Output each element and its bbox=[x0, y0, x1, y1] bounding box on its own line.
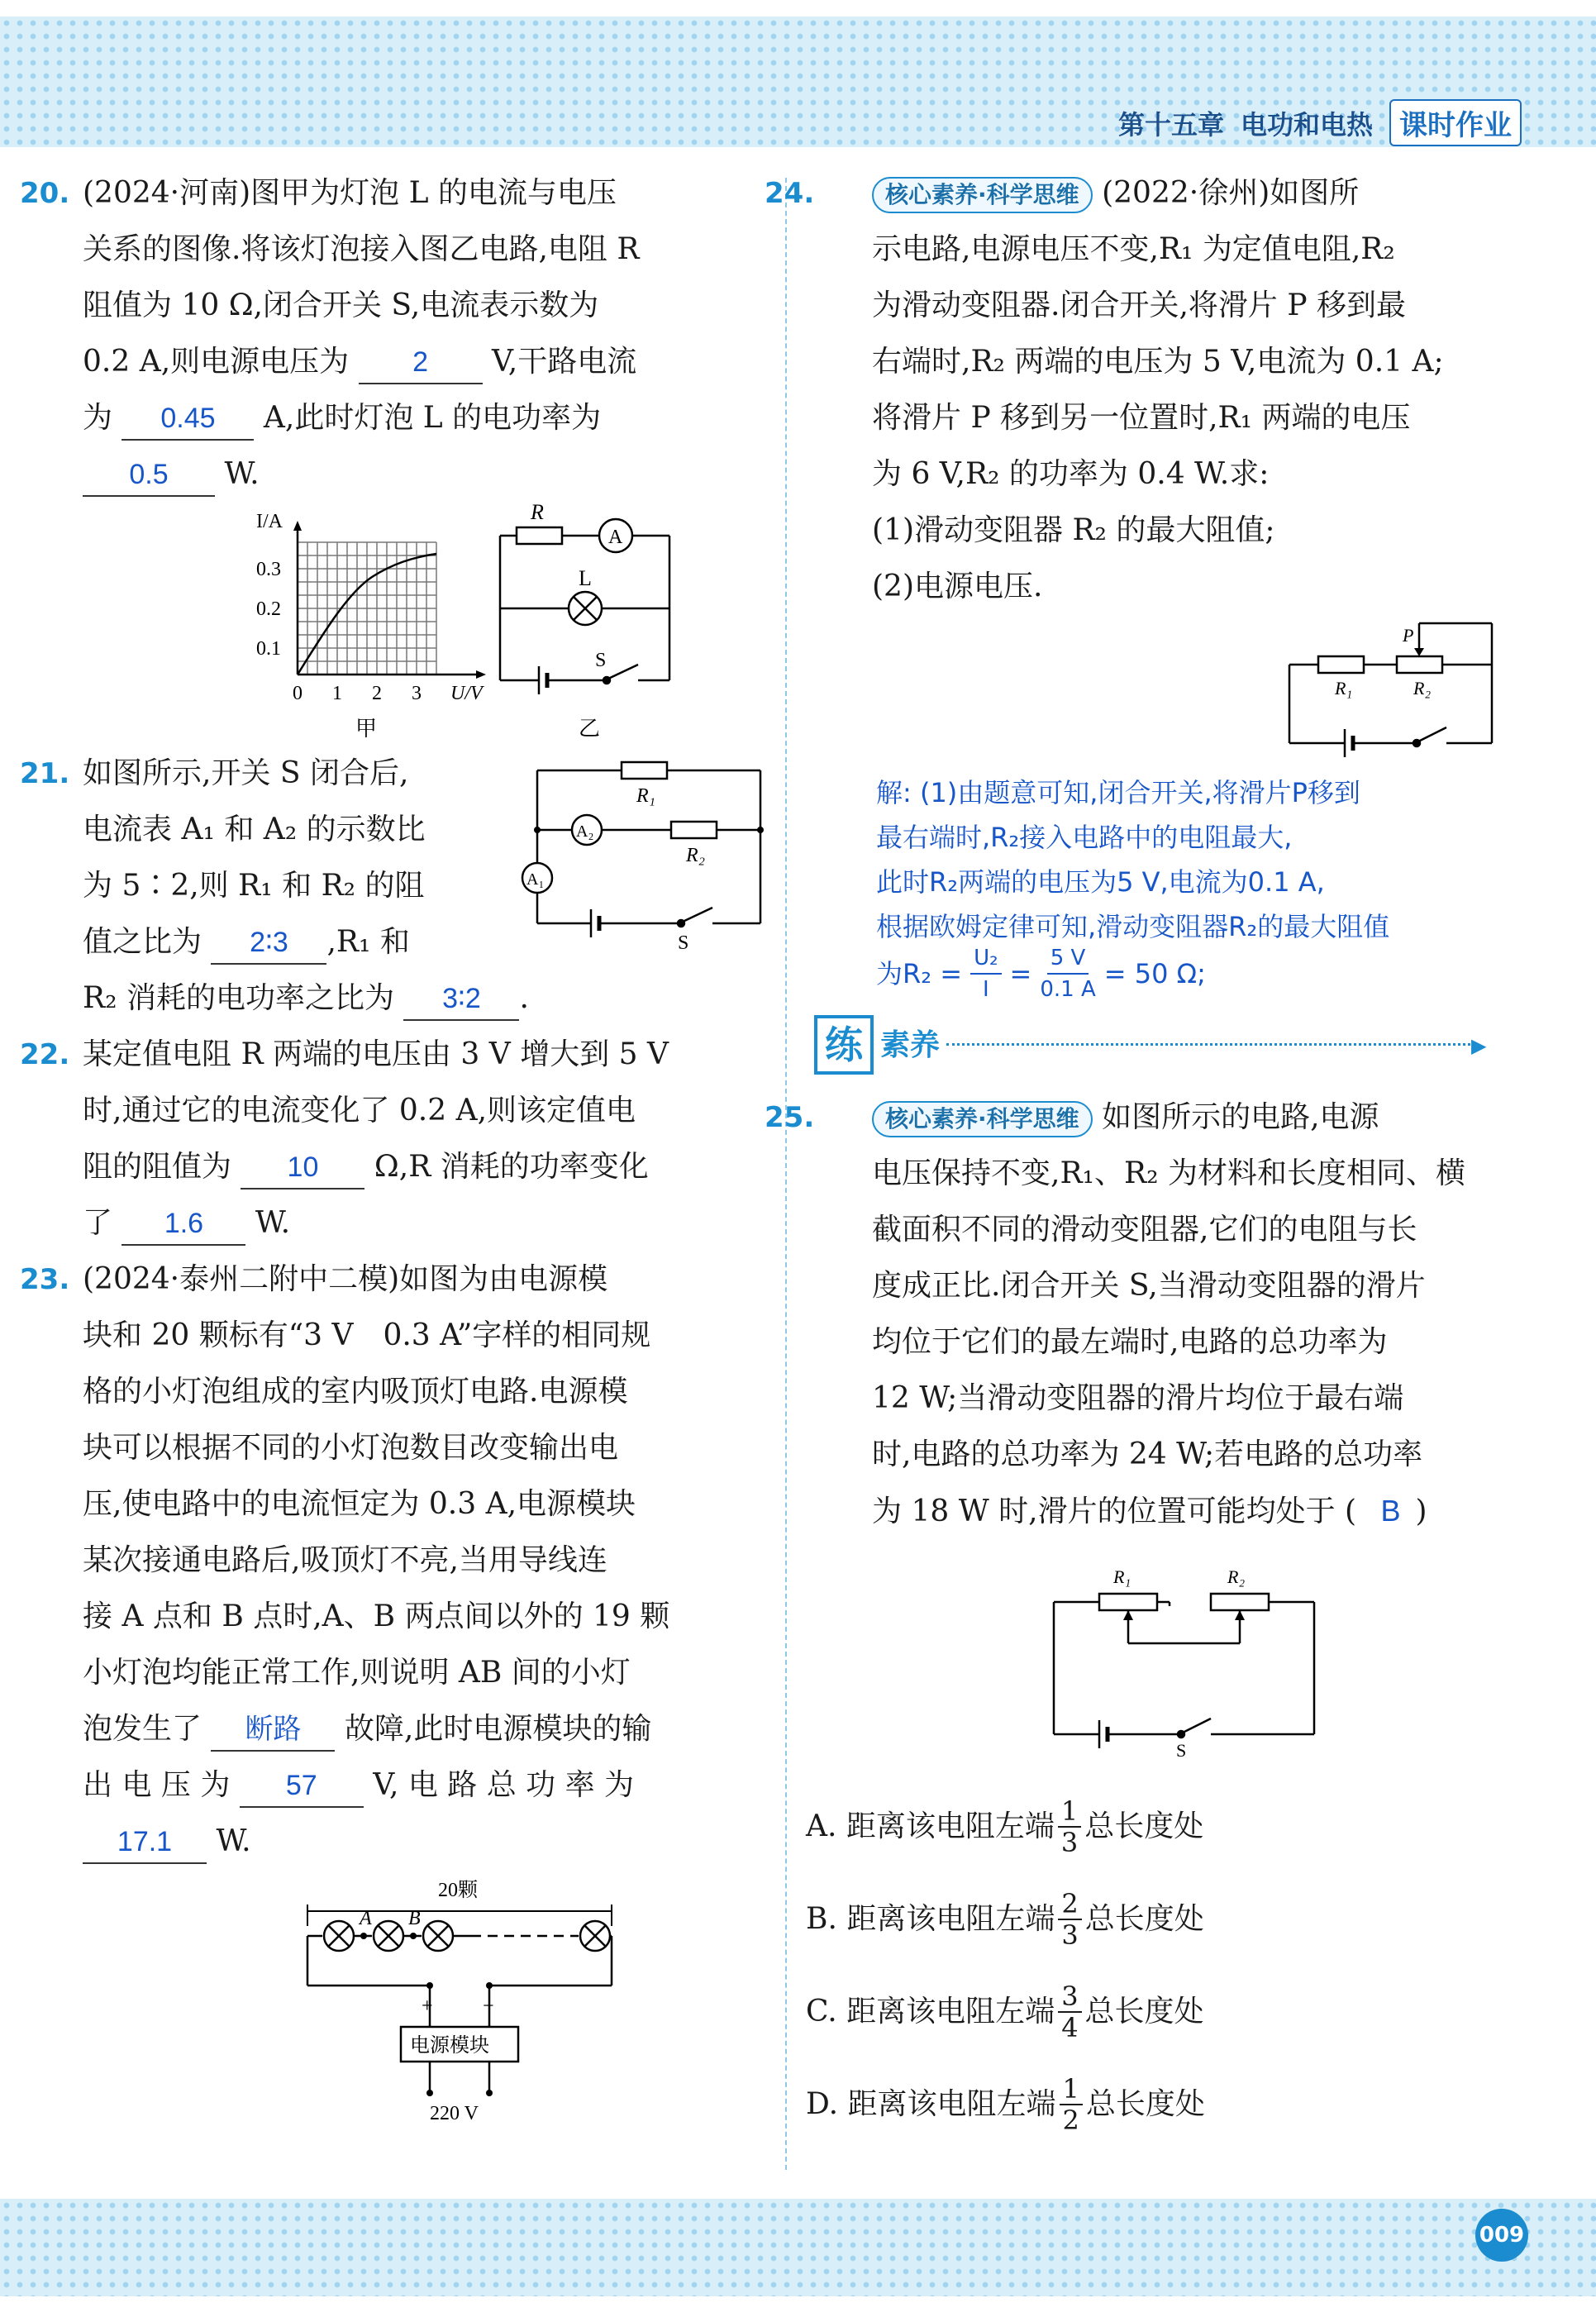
question-text: . bbox=[519, 981, 529, 1015]
question-text: 泡发生了 bbox=[83, 1712, 202, 1746]
chapter-label: 第十五章 bbox=[1117, 108, 1224, 141]
header-title bbox=[1118, 99, 1522, 146]
answer-blank: 0.45 bbox=[121, 398, 254, 441]
question-text: 了 bbox=[83, 1206, 113, 1240]
question-text: 将滑片 P 移到另一位置时,R₁ 两端的电压 bbox=[872, 401, 1411, 435]
option-text: 距离该电阻左端 bbox=[847, 2087, 1056, 2121]
r1-label: R₁ bbox=[636, 785, 656, 807]
switch-label: S bbox=[678, 932, 689, 954]
question-number: 20. bbox=[20, 177, 70, 210]
question-text: 均位于它们的最左端时,电路的总功率为 bbox=[872, 1325, 1388, 1359]
q23-figure bbox=[83, 1870, 769, 2126]
solution-text: 为R₂ = bbox=[876, 958, 963, 989]
question-text: 图甲为灯泡 L 的电流与电压 bbox=[250, 176, 617, 210]
solution-text: 此时R₂两端的电压为5 V,电流为0.1 A, bbox=[876, 866, 1325, 898]
answer-blank: 1.6 bbox=[121, 1203, 245, 1246]
question-text: ,R₁ 和 bbox=[326, 925, 410, 959]
question-text: 出 电 压 为 bbox=[83, 1768, 231, 1802]
question-text: V,干路电流 bbox=[492, 345, 637, 379]
figure-caption: 甲 bbox=[355, 717, 378, 741]
question-text: 为 18 W 时,滑片的位置可能均处于 ( bbox=[872, 1495, 1357, 1528]
answer-blank: 断路 bbox=[211, 1709, 335, 1752]
question-text: R₂ 消耗的电功率之比为 bbox=[83, 981, 394, 1015]
left-column bbox=[20, 165, 769, 2126]
fraction-denominator: 3 bbox=[1061, 1919, 1079, 1951]
option-text: 距离该电阻左端 bbox=[846, 1809, 1055, 1843]
x-tick: 1 bbox=[332, 683, 342, 704]
slider-label: P bbox=[1403, 625, 1414, 646]
fraction-denominator: 0.1 A bbox=[1040, 977, 1096, 1002]
a1-label: A₁ bbox=[526, 870, 545, 889]
core-literacy-tag: 核心素养·科学思维 bbox=[872, 177, 1093, 213]
question-source: (2024·河南) bbox=[83, 176, 251, 210]
question-number: 25. bbox=[765, 1101, 815, 1134]
question-text: 压,使电路中的电流恒定为 0.3 A,电源模块 bbox=[83, 1487, 636, 1521]
plus-terminal: + bbox=[422, 1995, 433, 2017]
question-text: 块可以根据不同的小灯泡数目改变输出电 bbox=[83, 1431, 619, 1465]
question-25 bbox=[765, 1089, 1508, 2136]
question-part: (1)滑动变阻器 R₂ 的最大阻值; bbox=[872, 513, 1275, 547]
answer-blank: 2∶3 bbox=[211, 922, 326, 965]
r2-label: R₂ bbox=[1227, 1566, 1246, 1587]
question-text: ) bbox=[1415, 1495, 1427, 1528]
question-text: 为 6 V,R₂ 的功率为 0.4 W.求: bbox=[872, 457, 1270, 491]
page-number: 009 bbox=[1475, 2209, 1528, 2262]
x-tick: 2 bbox=[372, 683, 382, 704]
fraction-denominator: 3 bbox=[1060, 1827, 1079, 1858]
question-text: W. bbox=[255, 1206, 291, 1240]
option-a[interactable] bbox=[806, 1796, 1508, 1857]
y-tick: 0.3 bbox=[256, 559, 281, 580]
question-text: 块和 20 颗标有“3 V 0.3 A”字样的相同规 bbox=[83, 1318, 651, 1352]
x-axis-label: U/V bbox=[450, 683, 483, 704]
header-badge: 课时作业 bbox=[1389, 99, 1522, 146]
fraction-numerator: 1 bbox=[1058, 1796, 1081, 1828]
fraction-denominator: 2 bbox=[1062, 2105, 1079, 2136]
q24-figure bbox=[806, 615, 1508, 756]
option-b[interactable] bbox=[806, 1889, 1508, 1950]
question-text: 为 5∶2,则 R₁ 和 R₂ 的阻 bbox=[83, 869, 425, 903]
circuit-b bbox=[500, 519, 669, 694]
x-tick: 0 bbox=[293, 683, 303, 704]
question-part: (2)电源电压. bbox=[872, 570, 1043, 603]
question-text: 电流表 A₁ 和 A₂ 的示数比 bbox=[83, 813, 426, 846]
answer-blank: 10 bbox=[241, 1147, 364, 1189]
y-axis-label: I/A bbox=[256, 511, 283, 532]
header-band bbox=[0, 17, 1596, 147]
question-text: 阻的阻值为 bbox=[83, 1150, 232, 1184]
option-d[interactable] bbox=[806, 2074, 1508, 2135]
answer-blank: 17.1 bbox=[83, 1821, 207, 1864]
r2-label: R₂ bbox=[686, 845, 706, 866]
question-21 bbox=[20, 746, 769, 1027]
solution-text: 根据欧姆定律可知,滑动变阻器R₂的最大阻值 bbox=[876, 911, 1390, 942]
answer-blank: 3∶2 bbox=[403, 978, 519, 1021]
question-text: 关系的图像.将该灯泡接入图乙电路,电阻 R bbox=[83, 232, 640, 266]
r2-label: R₂ bbox=[1413, 678, 1432, 698]
question-20 bbox=[20, 165, 769, 751]
answer-blank: 0.5 bbox=[83, 454, 215, 497]
option-c[interactable] bbox=[806, 1981, 1508, 2043]
r1-label: R₁ bbox=[1335, 678, 1353, 698]
switch-label: S bbox=[595, 650, 607, 671]
question-text: Ω,R 消耗的功率变化 bbox=[374, 1150, 649, 1184]
switch-label: S bbox=[1176, 1740, 1187, 1761]
question-text: 如图为由电源模 bbox=[399, 1262, 608, 1296]
question-text: W. bbox=[224, 457, 260, 491]
solution-text: 解: (1)由题意可知,闭合开关,将滑片P移到 bbox=[876, 777, 1360, 808]
figure-caption: 乙 bbox=[579, 717, 601, 741]
option-letter: A. bbox=[806, 1809, 837, 1843]
question-text: A,此时灯泡 L 的电功率为 bbox=[263, 401, 602, 435]
question-text: 如图所 bbox=[1270, 176, 1360, 210]
y-tick: 0.2 bbox=[256, 598, 281, 620]
question-number: 22. bbox=[20, 1038, 70, 1071]
option-text: 总长度处 bbox=[1084, 1902, 1204, 1936]
right-column bbox=[765, 165, 1508, 2167]
option-text: 总长度处 bbox=[1085, 2087, 1205, 2121]
fraction-numerator: 3 bbox=[1058, 1981, 1081, 2013]
question-text: V, 电 路 总 功 率 为 bbox=[373, 1768, 635, 1802]
column-divider bbox=[785, 178, 787, 2170]
section-label: 素养 bbox=[880, 1028, 941, 1062]
r1-label: R₁ bbox=[1113, 1566, 1131, 1587]
y-tick: 0.1 bbox=[256, 638, 281, 660]
power-module: 电源模块 bbox=[410, 2035, 489, 2057]
solution-text: = 50 Ω; bbox=[1103, 958, 1206, 989]
iu-graph bbox=[256, 511, 486, 741]
solution-text: 最右端时,R₂接入电路中的电阻最大, bbox=[876, 822, 1293, 853]
core-literacy-tag: 核心素养·科学思维 bbox=[872, 1101, 1093, 1137]
question-text: 时,通过它的电流变化了 0.2 A,则该定值电 bbox=[83, 1094, 636, 1128]
question-text: 时,电路的总功率为 24 W;若电路的总功率 bbox=[872, 1437, 1423, 1471]
question-text: 截面积不同的滑动变阻器,它们的电阻与长 bbox=[872, 1213, 1417, 1247]
question-text: 为 bbox=[83, 401, 113, 435]
option-letter: B. bbox=[806, 1902, 837, 1936]
fraction-denominator: 4 bbox=[1061, 2012, 1079, 2043]
option-text: 总长度处 bbox=[1084, 1809, 1204, 1843]
question-22 bbox=[20, 1027, 769, 1251]
question-text: 格的小灯泡组成的室内吸顶灯电路.电源模 bbox=[83, 1375, 628, 1409]
question-text: 如图所示,开关 S 闭合后, bbox=[83, 756, 409, 790]
resistor-label: R bbox=[531, 500, 544, 524]
question-text: 小灯泡均能正常工作,则说明 AB 间的小灯 bbox=[83, 1656, 631, 1690]
supply-voltage: 220 V bbox=[430, 2103, 479, 2124]
solution-text: = bbox=[1009, 958, 1032, 989]
question-text: 示电路,电源电压不变,R₁ 为定值电阻,R₂ bbox=[872, 232, 1395, 266]
bulb-count: 20颗 bbox=[438, 1880, 478, 1901]
question-text: 右端时,R₂ 两端的电压为 5 V,电流为 0.1 A; bbox=[872, 345, 1444, 379]
question-text: 0.2 A,则电源电压为 bbox=[83, 345, 350, 379]
minus-terminal: − bbox=[483, 1995, 494, 2017]
question-text: W. bbox=[216, 1824, 251, 1858]
option-text: 距离该电阻左端 bbox=[846, 1995, 1055, 2029]
fraction-numerator: 2 bbox=[1058, 1889, 1081, 1920]
x-tick: 3 bbox=[412, 683, 422, 704]
question-number: 24. bbox=[765, 177, 815, 210]
option-text: 距离该电阻左端 bbox=[846, 1902, 1055, 1936]
q25-figure bbox=[806, 1540, 1508, 1761]
section-divider bbox=[946, 1043, 1475, 1046]
question-text: 故障,此时电源模块的输 bbox=[344, 1712, 652, 1746]
question-text: 电压保持不变,R₁、R₂ 为材料和长度相同、横 bbox=[872, 1156, 1465, 1190]
solution-block bbox=[876, 770, 1508, 1002]
fraction-numerator: U₂ bbox=[970, 943, 1001, 975]
point-b: B bbox=[408, 1908, 421, 1929]
answer-blank: 2 bbox=[359, 341, 483, 384]
question-24 bbox=[765, 165, 1508, 1002]
a2-label: A₂ bbox=[576, 822, 594, 841]
option-letter: C. bbox=[806, 1995, 837, 2029]
point-a: A bbox=[360, 1908, 372, 1929]
answer-blank: 57 bbox=[240, 1765, 364, 1808]
question-text: 某次接通电路后,吸顶灯不亮,当用导线连 bbox=[83, 1543, 607, 1577]
q21-figure bbox=[526, 754, 769, 954]
section-bar bbox=[806, 1007, 1508, 1081]
question-source: (2024·泰州二附中二模) bbox=[83, 1262, 400, 1296]
fraction-numerator: 1 bbox=[1060, 2074, 1083, 2105]
fraction-numerator: 5 V bbox=[1047, 943, 1089, 975]
lamp-label: L bbox=[579, 566, 592, 590]
footer-band bbox=[0, 2199, 1596, 2296]
question-text: 某定值电阻 R 两端的电压由 3 V 增大到 5 V bbox=[83, 1037, 669, 1071]
question-23 bbox=[20, 1251, 769, 2126]
question-number: 21. bbox=[20, 757, 70, 790]
question-text: 如图所示的电路,电源 bbox=[1102, 1100, 1379, 1134]
fraction-denominator: I bbox=[982, 977, 989, 1002]
option-letter: D. bbox=[806, 2087, 839, 2121]
question-source: (2022·徐州) bbox=[1102, 176, 1270, 210]
question-number: 23. bbox=[20, 1263, 70, 1296]
question-text: 值之比为 bbox=[83, 925, 202, 959]
question-text: 度成正比.闭合开关 S,当滑动变阻器的滑片 bbox=[872, 1269, 1426, 1303]
q20-figure bbox=[83, 500, 769, 751]
question-text: 12 W;当滑动变阻器的滑片均位于最右端 bbox=[872, 1381, 1404, 1415]
answer-choice: B bbox=[1380, 1494, 1401, 1528]
question-text: 接 A 点和 B 点时,A、B 两点间以外的 19 颗 bbox=[83, 1599, 670, 1633]
question-text: 为滑动变阻器.闭合开关,将滑片 P 移到最 bbox=[872, 288, 1406, 322]
topic-label: 电功和电热 bbox=[1240, 108, 1373, 141]
ammeter-label: A bbox=[608, 527, 623, 548]
arrow-right-icon: ▶ bbox=[1471, 1034, 1487, 1057]
option-text: 总长度处 bbox=[1084, 1995, 1204, 2029]
practice-icon: 练 bbox=[814, 1015, 874, 1075]
question-text: 阻值为 10 Ω,闭合开关 S,电流表示数为 bbox=[83, 288, 599, 322]
